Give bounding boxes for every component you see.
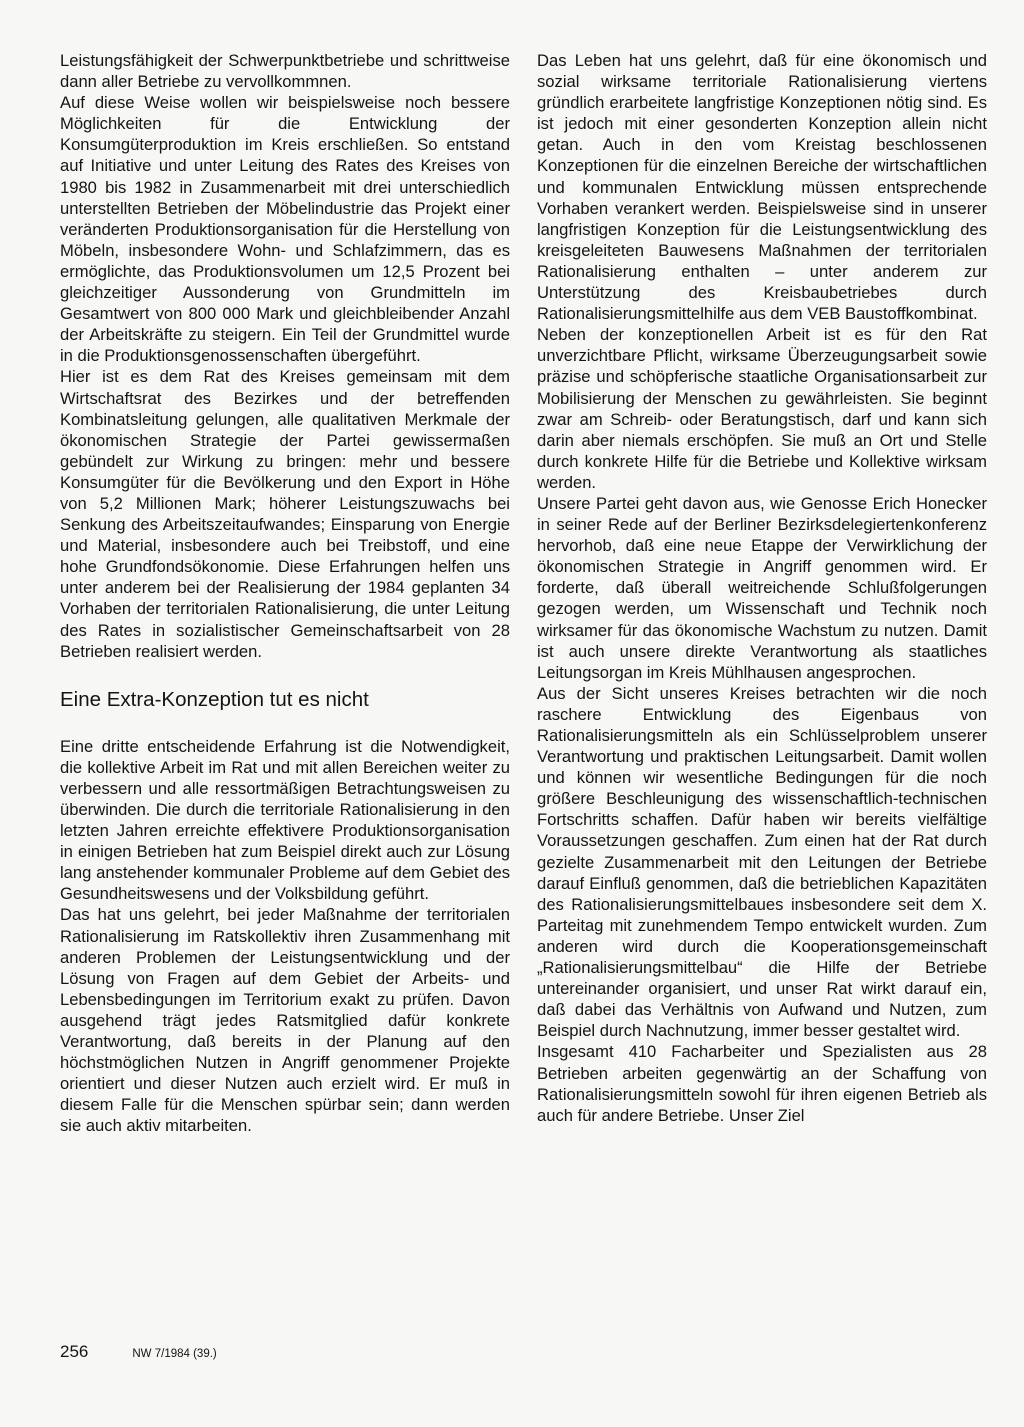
issue-reference: NW 7/1984 (39.)	[132, 1348, 217, 1360]
paragraph: Unsere Partei geht davon aus, wie Genosse Erich Honecker in seiner Rede auf der Berliner Bezirksdelegiertenkonferenz hervorhob, daß eine neue Etappe der Verwirklichung der ökonomischen Strategie in Angriff genommen wird. Er forderte, daß überall weitreichende Schlußfolgerungen gezogen werden, um Wissenschaft und Technik noch wirksamer für das ökonomische Wachstum zu nutzen. Damit ist auch unsere direkte Verantwortung als staatliches Leitungsorgan im Kreis Mühlhausen angesprochen.	[537, 493, 987, 682]
right-column	[537, 50, 987, 1126]
paragraph: Das Leben hat uns gelehrt, daß für eine ökonomisch und sozial wirksame territoriale Rationalisierung viertens gründlich erarbeitete langfristige Konzeptionen nötig sind. Es ist jedoch mit einer gesonderten Konzeption allein nicht getan. Auch in den vom Kreistag beschlossenen Konzeptionen für die einzelnen Bereiche der wirtschaftlichen und kommunalen Entwicklung müssen entsprechende Vorhaben verankert werden. Beispielsweise sind in unserer langfristigen Konzeption für die Leistungsentwicklung des kreisgeleiteten Bauwesens Maßnahmen der territorialen Rationalisierung enthalten – unter anderem zur Unterstützung des Kreisbaubetriebes durch Rationalisierungsmittelhilfe aus dem VEB Baustoffkombinat.	[537, 51, 987, 324]
section-heading: Eine Extra-Konzeption tut es nicht	[60, 687, 369, 711]
paragraph: Eine dritte entscheidende Erfahrung ist die Notwendigkeit, die kollektive Arbeit im Rat und mit allen Bereichen weiter zu verbessern und alle ressortmäßigen Betrachtungsweisen zu überwinden. Die durch die territoriale Rationalisierung in den letzten Jahren erreichte effektivere Produktionsorganisation in einigen Betrieben hat zum Beispiel direkt auch zur Lösung lang anstehender kommunaler Probleme auf dem Gebiet des Gesundheitswesens und der Volksbildung geführt.	[60, 736, 510, 904]
paragraph: Hier ist es dem Rat des Kreises gemeinsam mit dem Wirtschaftsrat des Bezirkes und der betreffenden Kombinatsleitung gelungen, alle qualitativen Merkmale der ökonomischen Strategie der Partei gewissermaßen gebündelt zur Wirkung zu bringen: mehr und bessere Konsumgüter für die Bevölkerung und den Export in Höhe von 5,2 Millionen Mark; höherer Leistungszuwachs bei Senkung des Arbeitszeitaufwandes; Einsparung von Energie und Material, insbesondere auch bei Treibstoff, und eine hohe Grundfondsökonomie. Diese Erfahrungen helfen uns unter anderem bei der Realisierung der 1984 geplanten 34 Vorhaben der territorialen Rationalisierung, die unter Leitung des Rates in sozialistischer Gemeinschaftsarbeit von 28 Betrieben realisiert werden.	[60, 367, 510, 661]
paragraph: Aus der Sicht unseres Kreises betrachten wir die noch raschere Entwicklung des Eigenbaus von Rationalisierungsmitteln als ein Schlüsselproblem unserer Verantwortung und praktischen Leitungsarbeit. Damit wollen und können wir wesentliche Bedingungen für die noch größere Beschleunigung des wissenschaftlich-technischen Fortschritts schaffen. Dafür haben wir bereits vielfältige Voraussetzungen geschaffen. Zum einen hat der Rat durch gezielte Zusammenarbeit mit den Leitungen der Betriebe darauf Einfluß genommen, daß die betrieblichen Kapazitäten des Rationalisierungsmittelbaues insbesondere seit dem X. Parteitag mit zunehmendem Tempo entwickelt wurden. Zum anderen wird durch die Kooperationsgemeinschaft „Rationalisierungsmittelbau“ die Hilfe der Betriebe untereinander organisiert, und unser Rat wirkt darauf ein, daß dabei das Verhältnis von Aufwand und Nutzen, zum Beispiel durch Nachnutzung, immer besser gestaltet wird.	[537, 683, 987, 1041]
paragraph: Das hat uns gelehrt, bei jeder Maßnahme der territorialen Rationalisierung im Ratskollektiv ihren Zusammenhang mit anderen Problemen der Leistungsentwicklung und der Lösung von Fragen auf dem Gebiet der Arbeits- und Lebensbedingungen im Territorium exakt zu prüfen. Davon ausgehend trägt jedes Ratsmitglied dafür konkrete Verantwortung, daß bereits in der Planung auf den höchstmöglichen Nutzen in Angriff genommener Projekte orientiert und dieser Nutzen auch erzielt wird. Er muß in diesem Falle für die Menschen spürbar sein; dann werden sie auch aktiv mitarbeiten.	[60, 905, 510, 1136]
paragraph: Neben der konzeptionellen Arbeit ist es für den Rat unverzichtbare Pflicht, wirksame Überzeugungsarbeit sowie präzise und schöpferische staatliche Organisationsarbeit zur Mobilisierung der Menschen zu gewährleisten. Sie beginnt zwar am Schreib- oder Beratungstisch, darf und kann sich darin aber niemals erschöpfen. Sie muß an Ort und Stelle durch konkrete Hilfe für die Betriebe und Kollektive wirksam werden.	[537, 325, 987, 492]
paragraph: Insgesamt 410 Facharbeiter und Spezialisten aus 28 Betrieben arbeiten gegenwärtig an der Schaffung von Rationalisierungsmitteln sowohl für ihren eigenen Betrieb als auch für andere Betriebe. Unser Ziel	[537, 1042, 987, 1125]
page-footer	[60, 1342, 217, 1362]
page-number: 256	[60, 1342, 89, 1361]
paragraph: Leistungsfähigkeit der Schwerpunktbetriebe und schrittweise dann aller Betriebe zu vervollkommnen.	[60, 51, 510, 92]
left-column	[60, 50, 510, 1137]
paragraph: Auf diese Weise wollen wir beispielsweise noch bessere Möglichkeiten für die Entwicklung der Konsumgüterproduktion im Kreis erschließen. So entstand auf Initiative und unter Leitung des Rates des Kreises von 1980 bis 1982 in Zusammenarbeit mit drei unterschiedlich unterstellten Betrieben der Möbelindustrie das Projekt einer veränderten Produktionsorganisation für die Herstellung von Möbeln, insbesondere Wohn- und Schlafzimmern, das es ermöglichte, das Produktionsvolumen um 12,5 Prozent bei gleichzeitiger Aussonderung von Grundmitteln im Gesamtwert von 800 000 Mark und gleichbleibender Anzahl der Arbeitskräfte zu steigern. Ein Teil der Grundmittel wurde in die Produktionsgenossenschaften übergeführt.	[60, 93, 510, 366]
